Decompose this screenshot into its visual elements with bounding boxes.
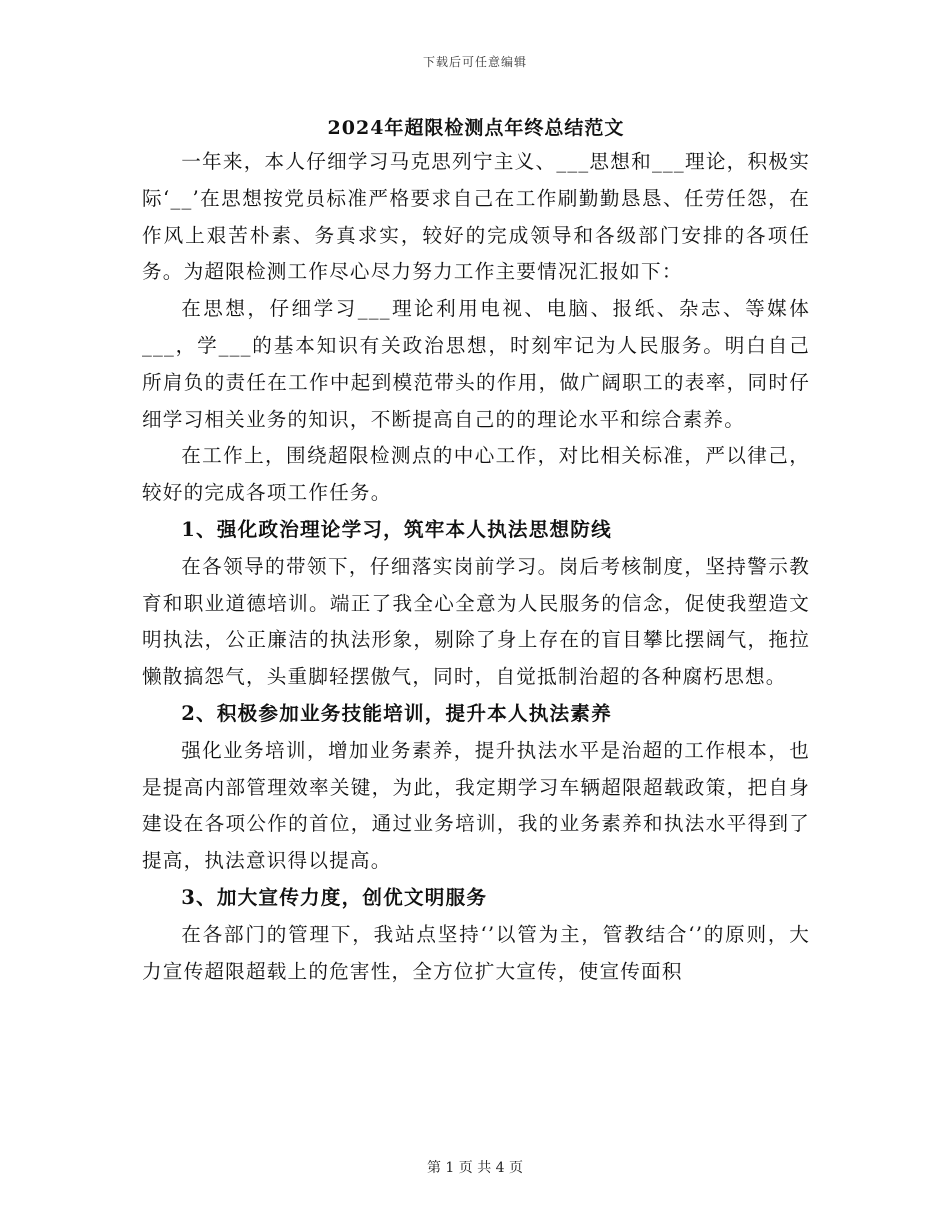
paragraph-work: 在工作上，围绕超限检测点的中心工作，对比相关标准，严以律己，较好的完成各项工作任务。 (142, 444, 810, 505)
section-heading-3: 3、加大宣传力度，创优文明服务 (181, 885, 488, 909)
document-title: 2024年超限检测点年终总结范文 (327, 117, 625, 139)
paragraph-section-3: 在各部门的管理下，我站点坚持‘’以管为主，管教结合‘’的原则，大力宣传超限超载上的危害性，全方位扩大宣传，使宣传面积 (142, 922, 810, 983)
document-body (142, 112, 810, 990)
paragraph-section-2: 强化业务培训，增加业务素养，提升执法水平是治超的工作根本，也是提高内部管理效率关键，为此，我定期学习车辆超限超载政策，把自身建设在各项公作的首位，通过业务培训，我的业务素养和执法水平得到了提高，执法意识得以提高。 (142, 738, 810, 873)
page-footer: 第 1 页 共 4 页 (426, 1160, 524, 1176)
header-note: 下载后可任意编辑 (422, 55, 527, 69)
paragraph-thought: 在思想，仔细学习___理论利用电视、电脑、报纸、杂志、等媒体___，学___的基本知识有关政治思想，时刻牢记为人民服务。明白自己所肩负的责任在工作中起到模范带头的作用，做广阔职工的表率，同时仔细学习相关业务的知识，不断提高自己的的理论水平和综合素养。 (142, 297, 810, 431)
section-heading-1: 1、强化政治理论学习，筑牢本人执法思想防线 (181, 517, 612, 541)
section-heading-2: 2、积极参加业务技能培训，提升本人执法素养 (181, 701, 612, 725)
paragraph-intro: 一年来，本人仔细学习马克思列宁主义、___思想和___理论，积极实际‘__’在思想按党员标准严格要求自己在工作刷勤勤恳恳、任劳任怨，在作风上艰苦朴素、务真求实，较好的完成领导和各级部门安排的各项任务。为超限检测工作尽心尽力努力工作主要情况汇报如下： (142, 150, 810, 284)
paragraph-section-1: 在各领导的带领下，仔细落实岗前学习。岗后考核制度，坚持警示教育和职业道德培训。端正了我全心全意为人民服务的信念，促使我塑造文明执法，公正廉洁的执法形象，剔除了身上存在的盲目攀比摆阔气，拖拉懒散搞怨气，头重脚轻摆傲气，同时，自觉抵制治超的各种腐朽思想。 (142, 554, 810, 689)
